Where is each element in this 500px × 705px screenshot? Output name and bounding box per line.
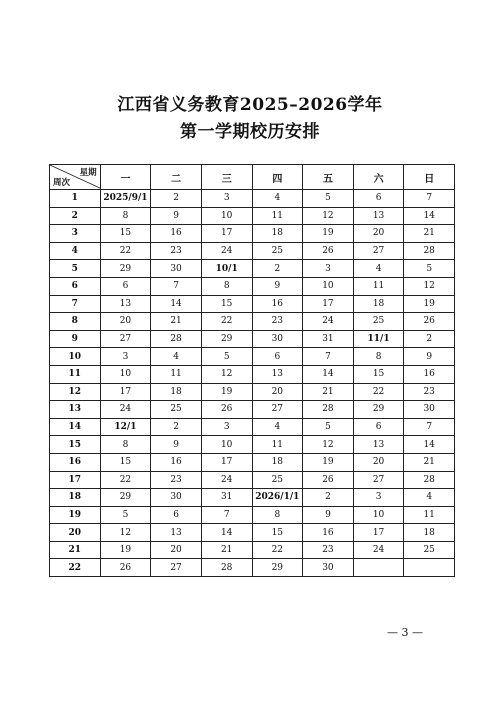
- week-number-cell: 7: [50, 295, 101, 313]
- date-cell: 17: [353, 524, 404, 542]
- date-cell: 21: [404, 453, 455, 471]
- table-row: [50, 348, 455, 366]
- date-cell: 16: [151, 453, 202, 471]
- date-cell: 20: [252, 383, 303, 401]
- date-cell: 18: [353, 295, 404, 313]
- date-cell: 8: [353, 348, 404, 366]
- week-number-cell: 15: [50, 436, 101, 454]
- week-number-axis-label: 周次: [53, 178, 71, 188]
- date-cell: 11: [252, 207, 303, 225]
- date-cell: 10: [201, 436, 252, 454]
- date-cell: 19: [303, 453, 354, 471]
- date-cell: 7: [404, 190, 455, 208]
- week-number-cell: 18: [50, 489, 101, 507]
- date-cell: 22: [100, 242, 151, 260]
- date-cell: 3: [201, 418, 252, 436]
- date-cell: 6: [353, 418, 404, 436]
- date-cell: 24: [201, 471, 252, 489]
- date-cell: 3: [303, 260, 354, 278]
- date-cell: 2: [404, 330, 455, 348]
- date-cell: 17: [201, 453, 252, 471]
- date-cell: 20: [353, 225, 404, 243]
- date-cell: 14: [151, 295, 202, 313]
- weekday-axis-label: 星期: [79, 168, 97, 178]
- date-cell: 13: [151, 524, 202, 542]
- date-cell: 25: [151, 401, 202, 419]
- date-cell: 20: [353, 453, 404, 471]
- date-cell: 16: [252, 295, 303, 313]
- date-cell: 5: [100, 506, 151, 524]
- table-row: [50, 559, 455, 577]
- week-number-cell: 13: [50, 401, 101, 419]
- date-cell: 16: [151, 225, 202, 243]
- date-cell: 23: [151, 471, 202, 489]
- week-number-cell: 22: [50, 559, 101, 577]
- date-cell: 30: [404, 401, 455, 419]
- week-number-cell: 3: [50, 225, 101, 243]
- date-cell: 29: [353, 401, 404, 419]
- weekday-header: 二: [151, 165, 202, 190]
- date-cell: 3: [353, 489, 404, 507]
- date-cell: 20: [151, 541, 202, 559]
- week-number-cell: 6: [50, 277, 101, 295]
- week-number-cell: 19: [50, 506, 101, 524]
- date-cell: 18: [252, 453, 303, 471]
- weekday-header: 六: [353, 165, 404, 190]
- date-cell: 28: [404, 471, 455, 489]
- date-cell: 2: [252, 260, 303, 278]
- date-cell: 28: [201, 559, 252, 577]
- date-cell: 8: [100, 207, 151, 225]
- date-cell: 3: [201, 190, 252, 208]
- date-cell: 6: [252, 348, 303, 366]
- date-cell: 10: [100, 365, 151, 383]
- document-subtitle: 第一学期校历安排: [180, 122, 320, 142]
- date-cell: 8: [201, 277, 252, 295]
- date-cell: 23: [303, 541, 354, 559]
- date-cell: 24: [303, 313, 354, 331]
- date-cell: 9: [252, 277, 303, 295]
- week-number-cell: 10: [50, 348, 101, 366]
- week-number-cell: 14: [50, 418, 101, 436]
- date-cell: 7: [201, 506, 252, 524]
- date-cell: 9: [303, 506, 354, 524]
- date-cell: 2: [151, 190, 202, 208]
- date-cell: 15: [100, 225, 151, 243]
- table-row: [50, 436, 455, 454]
- date-cell: 10: [353, 506, 404, 524]
- date-cell: 2: [303, 489, 354, 507]
- table-row: [50, 242, 455, 260]
- date-cell: 21: [151, 313, 202, 331]
- date-cell: 5: [303, 418, 354, 436]
- date-cell: 15: [201, 295, 252, 313]
- date-cell: 25: [252, 471, 303, 489]
- date-cell: 22: [353, 383, 404, 401]
- date-cell: 27: [100, 330, 151, 348]
- date-cell: 29: [201, 330, 252, 348]
- date-cell: 2: [151, 418, 202, 436]
- date-cell: 28: [404, 242, 455, 260]
- week-number-cell: 2: [50, 207, 101, 225]
- date-cell: 27: [252, 401, 303, 419]
- date-cell: 10: [303, 277, 354, 295]
- week-number-cell: 8: [50, 313, 101, 331]
- date-cell: 15: [353, 365, 404, 383]
- date-cell: 13: [252, 365, 303, 383]
- date-cell: 21: [404, 225, 455, 243]
- date-cell: 14: [404, 436, 455, 454]
- date-cell: 24: [201, 242, 252, 260]
- date-cell: 16: [303, 524, 354, 542]
- date-cell: 26: [201, 401, 252, 419]
- date-cell: 6: [151, 506, 202, 524]
- date-cell: 27: [353, 242, 404, 260]
- date-cell: 11: [151, 365, 202, 383]
- table-row: [50, 471, 455, 489]
- date-cell: 12/1: [100, 418, 151, 436]
- date-cell: 28: [151, 330, 202, 348]
- date-cell: 18: [252, 225, 303, 243]
- date-cell: 14: [303, 365, 354, 383]
- date-cell: 11: [353, 277, 404, 295]
- date-cell: 5: [303, 190, 354, 208]
- date-cell: 7: [404, 418, 455, 436]
- date-cell: 23: [252, 313, 303, 331]
- week-number-cell: 9: [50, 330, 101, 348]
- calendar-body: [50, 190, 455, 577]
- date-cell: 30: [303, 559, 354, 577]
- weekday-header: 日: [404, 165, 455, 190]
- date-cell: 23: [151, 242, 202, 260]
- week-number-cell: 20: [50, 524, 101, 542]
- table-row: [50, 453, 455, 471]
- table-row: [50, 541, 455, 559]
- date-cell: 11: [252, 436, 303, 454]
- date-cell: 12: [303, 207, 354, 225]
- date-cell: 12: [303, 436, 354, 454]
- date-cell: 22: [201, 313, 252, 331]
- date-cell: 11: [404, 506, 455, 524]
- date-cell: 10: [201, 207, 252, 225]
- date-cell: 6: [100, 277, 151, 295]
- date-cell: 22: [252, 541, 303, 559]
- date-cell: 15: [252, 524, 303, 542]
- date-cell: 2026/1/1: [252, 489, 303, 507]
- date-cell: 30: [252, 330, 303, 348]
- date-cell: 25: [252, 242, 303, 260]
- date-cell: 29: [100, 489, 151, 507]
- week-number-cell: 1: [50, 190, 101, 208]
- date-cell: 6: [353, 190, 404, 208]
- date-cell: 25: [404, 541, 455, 559]
- date-cell: 29: [100, 260, 151, 278]
- table-row: [50, 295, 455, 313]
- date-cell: 13: [100, 295, 151, 313]
- date-cell: 9: [151, 207, 202, 225]
- date-cell: 24: [353, 541, 404, 559]
- weekday-header: 三: [201, 165, 252, 190]
- corner-cell: [50, 165, 101, 190]
- date-cell: 2025/9/1: [100, 190, 151, 208]
- date-cell: 20: [100, 313, 151, 331]
- week-number-cell: 21: [50, 541, 101, 559]
- week-number-cell: 4: [50, 242, 101, 260]
- date-cell: 21: [303, 383, 354, 401]
- page-number: — 3 —: [387, 626, 423, 639]
- document-title: 江西省义务教育2025–2026学年: [117, 95, 383, 115]
- date-cell: 24: [100, 401, 151, 419]
- date-cell: 31: [201, 489, 252, 507]
- date-cell: 4: [353, 260, 404, 278]
- week-number-cell: 16: [50, 453, 101, 471]
- weekday-header: 五: [303, 165, 354, 190]
- date-cell: 19: [303, 225, 354, 243]
- date-cell: 30: [151, 489, 202, 507]
- table-row: [50, 489, 455, 507]
- date-cell: 26: [100, 559, 151, 577]
- table-row: [50, 383, 455, 401]
- date-cell: 15: [100, 453, 151, 471]
- date-cell: 26: [404, 313, 455, 331]
- date-cell: [404, 559, 455, 577]
- table-row: [50, 225, 455, 243]
- date-cell: 29: [252, 559, 303, 577]
- date-cell: 25: [353, 313, 404, 331]
- date-cell: 4: [252, 418, 303, 436]
- date-cell: 28: [303, 401, 354, 419]
- date-cell: 19: [100, 541, 151, 559]
- date-cell: 4: [252, 190, 303, 208]
- date-cell: 21: [201, 541, 252, 559]
- date-cell: 7: [303, 348, 354, 366]
- date-cell: [353, 559, 404, 577]
- date-cell: 27: [151, 559, 202, 577]
- header-row: [50, 165, 455, 190]
- table-row: [50, 524, 455, 542]
- date-cell: 13: [353, 207, 404, 225]
- table-row: [50, 313, 455, 331]
- date-cell: 14: [404, 207, 455, 225]
- date-cell: 14: [201, 524, 252, 542]
- date-cell: 17: [201, 225, 252, 243]
- date-cell: 8: [100, 436, 151, 454]
- week-number-cell: 17: [50, 471, 101, 489]
- date-cell: 26: [303, 471, 354, 489]
- date-cell: 3: [100, 348, 151, 366]
- date-cell: 13: [353, 436, 404, 454]
- weekday-header: 四: [252, 165, 303, 190]
- date-cell: 4: [404, 489, 455, 507]
- date-cell: 16: [404, 365, 455, 383]
- date-cell: 12: [100, 524, 151, 542]
- table-row: [50, 330, 455, 348]
- table-row: [50, 207, 455, 225]
- date-cell: 7: [151, 277, 202, 295]
- table-row: [50, 418, 455, 436]
- date-cell: 31: [303, 330, 354, 348]
- date-cell: 17: [100, 383, 151, 401]
- date-cell: 10/1: [201, 260, 252, 278]
- weekday-header: 一: [100, 165, 151, 190]
- date-cell: 26: [303, 242, 354, 260]
- table-row: [50, 401, 455, 419]
- date-cell: 18: [151, 383, 202, 401]
- week-number-cell: 12: [50, 383, 101, 401]
- week-number-cell: 5: [50, 260, 101, 278]
- date-cell: 11/1: [353, 330, 404, 348]
- school-calendar-table: [49, 164, 455, 577]
- date-cell: 5: [201, 348, 252, 366]
- week-number-cell: 11: [50, 365, 101, 383]
- table-row: [50, 277, 455, 295]
- date-cell: 12: [404, 277, 455, 295]
- date-cell: 5: [404, 260, 455, 278]
- date-cell: 8: [252, 506, 303, 524]
- table-row: [50, 365, 455, 383]
- date-cell: 4: [151, 348, 202, 366]
- table-row: [50, 506, 455, 524]
- table-row: [50, 190, 455, 208]
- date-cell: 27: [353, 471, 404, 489]
- date-cell: 17: [303, 295, 354, 313]
- date-cell: 30: [151, 260, 202, 278]
- date-cell: 18: [404, 524, 455, 542]
- date-cell: 23: [404, 383, 455, 401]
- date-cell: 22: [100, 471, 151, 489]
- date-cell: 19: [404, 295, 455, 313]
- date-cell: 19: [201, 383, 252, 401]
- date-cell: 9: [404, 348, 455, 366]
- date-cell: 12: [201, 365, 252, 383]
- table-row: [50, 260, 455, 278]
- date-cell: 9: [151, 436, 202, 454]
